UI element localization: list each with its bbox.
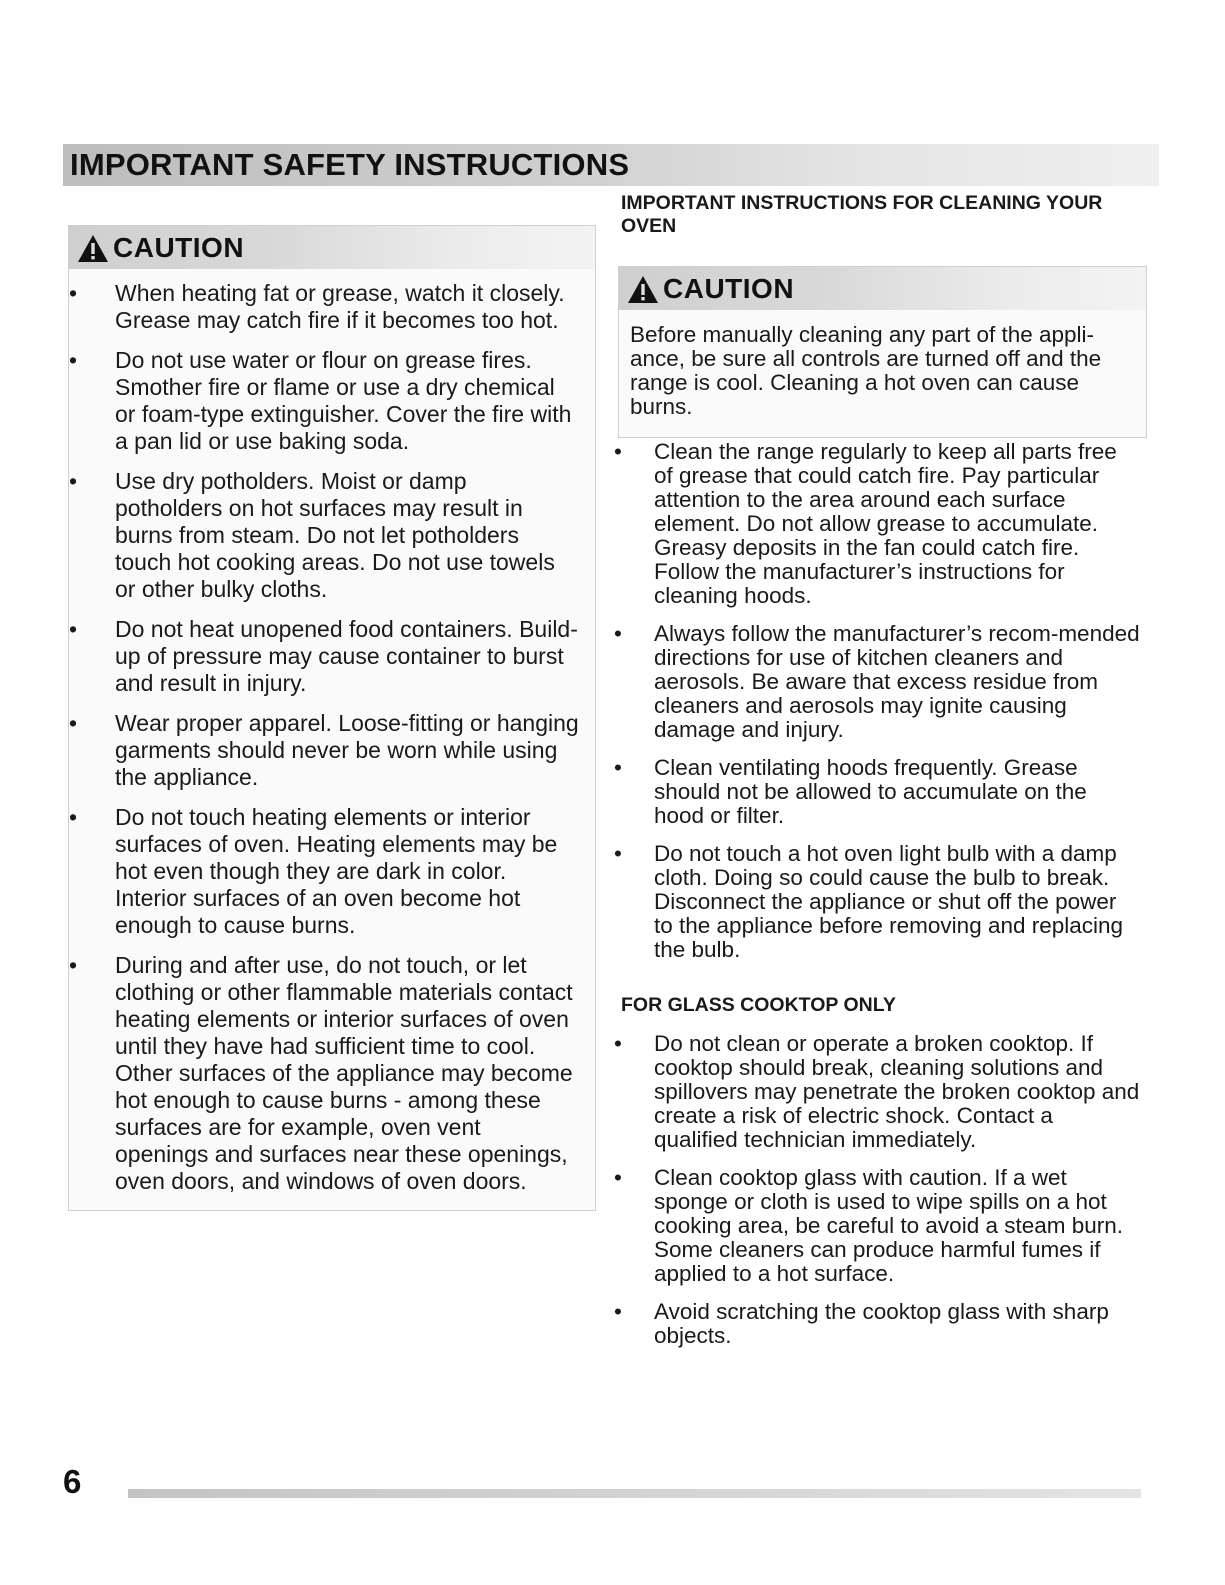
bullet-icon: • — [69, 347, 78, 373]
right-caution-box — [618, 266, 1147, 438]
caution-label: CAUTION — [113, 232, 245, 263]
page-title: IMPORTANT SAFETY INSTRUCTIONS — [70, 147, 630, 182]
list-item: • Clean cooktop glass with caution. If a wet sponge or cloth is used to wipe spills on a hot cooking area, be careful to avoid a steam burn. Some cleaners can produce harmful fumes if applied to a hot surface. — [614, 1165, 1124, 1286]
list-item: • Avoid scratching the cooktop glass with sharp objects. — [614, 1299, 1109, 1348]
caution-header-bar — [69, 226, 595, 269]
list-item: • Do not touch heating elements or interior surfaces of oven. Heating elements may be hot even though they are dark in color. Interior surfaces of an oven become hot enough to cause burns. — [69, 804, 558, 938]
list-item: • Use dry potholders. Moist or damp potholders on hot surfaces may result in burns from steam. Do not let potholders touch hot cooking areas. Do not use towels or other bulky cloths. — [69, 468, 555, 602]
section-banner — [63, 144, 1159, 186]
list-item: • Do not touch a hot oven light bulb with a damp cloth. Doing so could cause the bulb to break. Disconnect the appliance or shut off the power to the appliance before removing and replacing the bulb. — [614, 841, 1124, 962]
footer-rule — [128, 1489, 1141, 1498]
list-item: • Clean the range regularly to keep all parts free of grease that could catch fire. Pay particular attention to the area around each surface element. Do not allow grease to accumulate. Greasy deposits in the fan could catch fire. Follow the manufacturer’s instructions for cleaning hoods. — [614, 439, 1117, 608]
warning-triangle-icon — [77, 234, 109, 263]
cleaning-list — [614, 440, 1140, 976]
bullet-icon: • — [69, 616, 78, 642]
bullet-icon: • — [614, 755, 622, 780]
glass-cooktop-list — [614, 1032, 1140, 1362]
bullet-icon: • — [614, 841, 622, 866]
cleaning-heading: IMPORTANT INSTRUCTIONS FOR CLEANING YOUR OVEN — [621, 192, 1103, 237]
bullet-icon: • — [69, 280, 78, 306]
caution-label: CAUTION — [663, 273, 795, 304]
caution-text: Before manually cleaning any part of the appli-ance, be sure all controls are turned off and the range is cool. Cleaning a hot oven can cause burns. — [630, 322, 1102, 419]
list-item: • Do not use water or flour on grease fires. Smother fire or flame or use a dry chemical or foam-type extinguisher. Cover the fire with a pan lid or use baking soda. — [69, 347, 572, 454]
list-item: • When heating fat or grease, watch it closely. Grease may catch fire if it becomes too hot. — [69, 280, 565, 333]
bullet-icon: • — [614, 439, 622, 464]
bullet-icon: • — [69, 710, 78, 736]
list-item: • Clean ventilating hoods frequently. Grease should not be allowed to accumulate on the hood or filter. — [614, 755, 1087, 828]
list-item: • Do not clean or operate a broken cooktop. If cooktop should break, cleaning solutions and spillovers may penetrate the broken cooktop and create a risk of electric shock. Contact a qualified technician immediately. — [614, 1031, 1140, 1152]
bullet-icon: • — [614, 1299, 622, 1324]
warning-triangle-icon — [627, 275, 659, 304]
list-item: • Always follow the manufacturer’s recom-mended directions for use of kitchen cleaners and aerosols. Be aware that excess residue from cleaners and aerosols may ignite causing damage and injury. — [614, 621, 1140, 742]
bullet-icon: • — [614, 1165, 622, 1190]
left-caution-list — [69, 280, 579, 1208]
caution-header-bar — [619, 267, 1146, 310]
glass-cooktop-heading: FOR GLASS COOKTOP ONLY — [621, 994, 896, 1016]
bullet-icon: • — [69, 804, 78, 830]
list-item: • During and after use, do not touch, or let clothing or other flammable materials contact heating elements or interior surfaces of oven until they have had sufficient time to cool. Other surfaces of the appliance may become hot enough to cause burns - among these surfaces are for example, oven vent openings and surfaces near these openings, oven doors, and windows of oven doors. — [69, 952, 573, 1194]
list-item: • Wear proper apparel. Loose-fitting or hanging garments should never be worn while using the appliance. — [69, 710, 579, 790]
bullet-icon: • — [69, 952, 78, 978]
bullet-icon: • — [69, 468, 78, 494]
page-number: 6 — [63, 1463, 82, 1500]
left-caution-box — [68, 225, 596, 1211]
list-item: • Do not heat unopened food containers. Build-up of pressure may cause container to burst and result in injury. — [69, 616, 578, 696]
bullet-icon: • — [614, 621, 622, 646]
bullet-icon: • — [614, 1031, 622, 1056]
